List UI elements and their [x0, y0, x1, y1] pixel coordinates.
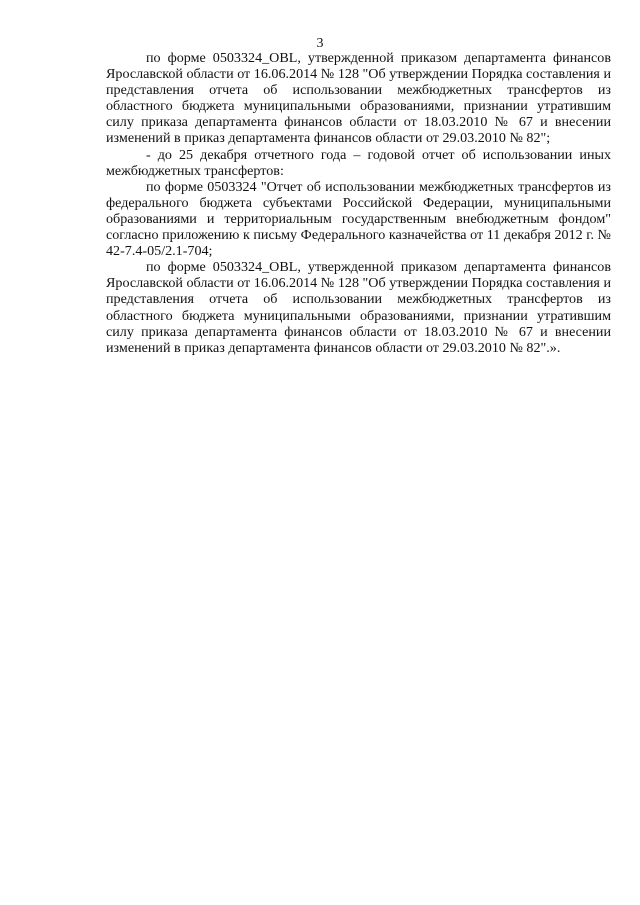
- paragraph-form-0503324-obl-first: по форме 0503324_OBL, утвержденной приказом департамента финансов Ярославской области от 16.06.2014 № 128 "Об утверждении Порядка составления и представления отчета об использовании межбюджетных трансфертов из областного бюджета муниципальными образованиями, признании утратившим силу приказа департамента финансов области от 18.03.2010 № 67 и внесении изменений в приказ департамента финансов области от 29.03.2010 № 82";: [106, 50, 611, 147]
- paragraph-annual-report-deadline: - до 25 декабря отчетного года – годовой отчет об использовании иных межбюджетных трансфертов:: [106, 146, 611, 179]
- document-body: [106, 50, 611, 356]
- paragraph-form-0503324-federal: по форме 0503324 "Отчет об использовании межбюджетных трансфертов из федерального бюджета субъектами Российской Федерации, муниципальными образованиями и территориальным государственным внебюджетным фондом" согласно приложению к письму Федерального казначейства от 11 декабря 2012 г. № 42-7.4-05/2.1-704;: [106, 178, 611, 260]
- page-number: 3: [316, 36, 324, 51]
- paragraph-form-0503324-obl-second: по форме 0503324_OBL, утвержденной приказом департамента финансов Ярославской области от 16.06.2014 № 128 "Об утверждении Порядка составления и представления отчета об использовании межбюджетных трансфертов из областного бюджета муниципальными образованиями, признании утратившим силу приказа департамента финансов области от 18.03.2010 № 67 и внесении изменений в приказ департамента финансов области от 29.03.2010 № 82".».: [106, 259, 611, 356]
